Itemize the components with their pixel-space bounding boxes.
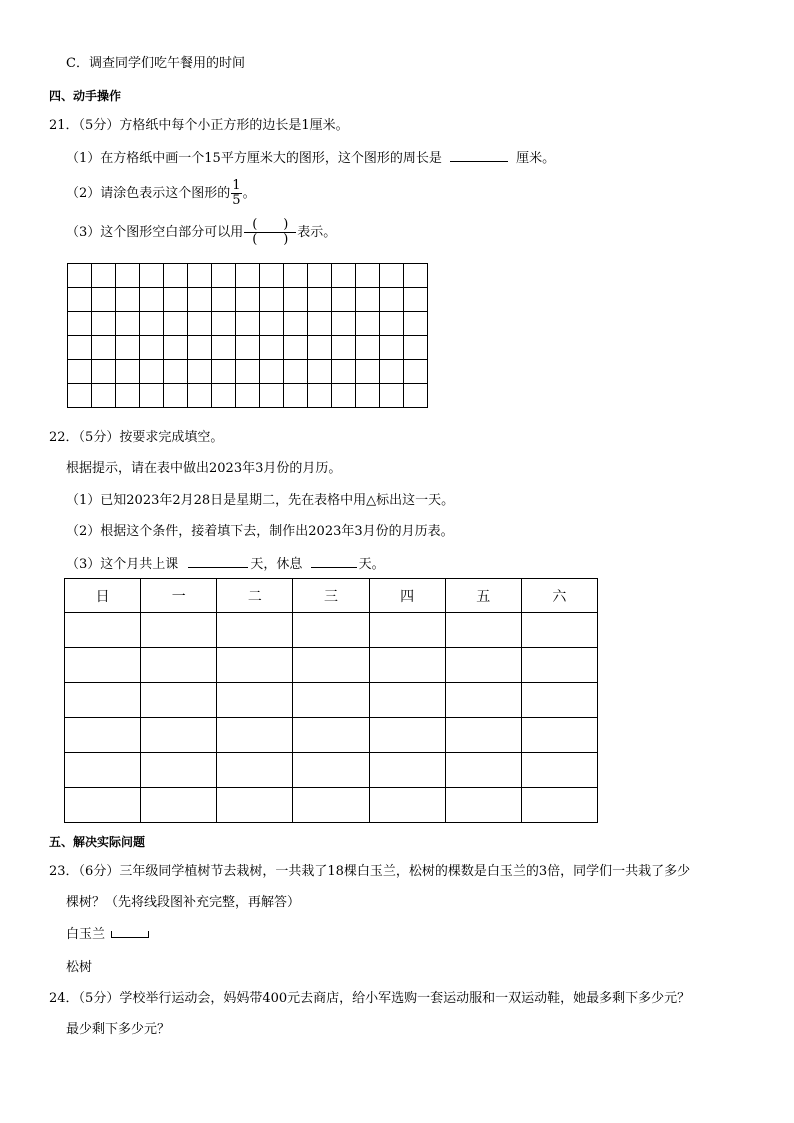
grid-cell[interactable] xyxy=(92,360,116,384)
grid-row xyxy=(68,288,428,312)
weekday-wed: 三 xyxy=(293,579,369,613)
q22-part3-end: 天。 xyxy=(358,557,385,572)
section-5-title: 五、解决实际问题 xyxy=(49,835,146,849)
calendar-cell[interactable] xyxy=(217,718,293,753)
grid-cell[interactable] xyxy=(284,336,308,360)
calendar-cell[interactable] xyxy=(293,718,369,753)
calendar-cell[interactable] xyxy=(141,683,217,718)
calendar-cell[interactable] xyxy=(369,683,445,718)
grid-cell[interactable] xyxy=(356,264,380,288)
q23-stem-line1: 23．（6分）三年级同学植树节去栽树，一共栽了18棵白玉兰，松树的棵数是白玉兰的3倍，同学们一共栽了多少 xyxy=(49,864,691,879)
grid-cell[interactable] xyxy=(188,264,212,288)
grid-cell[interactable] xyxy=(284,288,308,312)
calendar-cell[interactable] xyxy=(369,613,445,648)
weekday-fri: 五 xyxy=(445,579,521,613)
q22-part3-text: （3）这个月共上课 xyxy=(66,557,179,572)
calendar-cell[interactable] xyxy=(141,613,217,648)
grid-cell[interactable] xyxy=(140,384,164,408)
grid-cell[interactable] xyxy=(212,384,236,408)
q23-line-diagram-label1 xyxy=(66,927,149,943)
q21-part3-text: （3）这个图形空白部分可以用 xyxy=(66,225,244,240)
calendar-cell[interactable] xyxy=(445,788,521,823)
fraction-blank[interactable] xyxy=(244,218,296,247)
grid-cell[interactable] xyxy=(140,360,164,384)
grid-cell[interactable] xyxy=(236,312,260,336)
grid-cell[interactable] xyxy=(212,264,236,288)
calendar-cell[interactable] xyxy=(65,613,141,648)
grid-cell[interactable] xyxy=(356,360,380,384)
calendar-cell[interactable] xyxy=(293,613,369,648)
calendar-cell[interactable] xyxy=(141,648,217,683)
grid-cell[interactable] xyxy=(68,312,92,336)
grid-cell[interactable] xyxy=(68,384,92,408)
square-grid-paper[interactable] xyxy=(67,263,428,408)
section-4-title: 四、动手操作 xyxy=(49,89,122,103)
grid-cell[interactable] xyxy=(188,312,212,336)
grid-cell[interactable] xyxy=(404,336,428,360)
grid-cell[interactable] xyxy=(164,360,188,384)
grid-cell[interactable] xyxy=(116,288,140,312)
calendar-cell[interactable] xyxy=(217,648,293,683)
grid-cell[interactable] xyxy=(116,336,140,360)
weekday-mon: 一 xyxy=(141,579,217,613)
magnolia-label: 白玉兰 xyxy=(66,927,106,942)
calendar-cell[interactable] xyxy=(369,753,445,788)
q21-part3-end: 表示。 xyxy=(297,225,337,240)
grid-cell[interactable] xyxy=(380,312,404,336)
calendar-cell[interactable] xyxy=(293,648,369,683)
grid-cell[interactable] xyxy=(404,288,428,312)
grid-cell[interactable] xyxy=(380,384,404,408)
grid-cell[interactable] xyxy=(188,336,212,360)
grid-cell[interactable] xyxy=(284,384,308,408)
q22-part1: （1）已知2023年2月28日是星期二，先在表格中用△标出这一天。 xyxy=(66,493,455,508)
fraction-denominator: 5 xyxy=(232,193,241,208)
grid-cell[interactable] xyxy=(260,384,284,408)
grid-cell[interactable] xyxy=(308,336,332,360)
grid-cell[interactable] xyxy=(260,312,284,336)
grid-cell[interactable] xyxy=(212,336,236,360)
calendar-row xyxy=(65,613,598,648)
grid-cell[interactable] xyxy=(68,264,92,288)
grid-cell[interactable] xyxy=(188,360,212,384)
grid-cell[interactable] xyxy=(116,312,140,336)
grid-cell[interactable] xyxy=(236,264,260,288)
grid-cell[interactable] xyxy=(140,288,164,312)
grid-cell[interactable] xyxy=(164,264,188,288)
q21-part3 xyxy=(66,217,336,249)
grid-cell[interactable] xyxy=(188,288,212,312)
grid-cell[interactable] xyxy=(284,312,308,336)
grid-cell[interactable] xyxy=(380,336,404,360)
grid-cell[interactable] xyxy=(284,264,308,288)
grid-cell[interactable] xyxy=(260,336,284,360)
grid-cell[interactable] xyxy=(404,312,428,336)
grid-cell[interactable] xyxy=(404,360,428,384)
grid-cell[interactable] xyxy=(212,312,236,336)
grid-cell[interactable] xyxy=(236,384,260,408)
calendar-cell[interactable] xyxy=(141,753,217,788)
grid-cell[interactable] xyxy=(308,264,332,288)
grid-cell[interactable] xyxy=(332,360,356,384)
grid-row xyxy=(68,264,428,288)
calendar-cell[interactable] xyxy=(445,613,521,648)
calendar-cell[interactable] xyxy=(65,648,141,683)
calendar-cell[interactable] xyxy=(217,683,293,718)
grid-cell[interactable] xyxy=(92,336,116,360)
calendar-row xyxy=(65,718,598,753)
calendar-cell[interactable] xyxy=(521,788,597,823)
calendar-cell[interactable] xyxy=(521,613,597,648)
grid-cell[interactable] xyxy=(92,384,116,408)
q22-stem: 22．（5分）按要求完成填空。 xyxy=(49,430,224,445)
grid-cell[interactable] xyxy=(332,336,356,360)
grid-cell[interactable] xyxy=(236,288,260,312)
grid-cell[interactable] xyxy=(140,312,164,336)
calendar-cell[interactable] xyxy=(65,788,141,823)
grid-cell[interactable] xyxy=(212,288,236,312)
grid-cell[interactable] xyxy=(68,336,92,360)
q22-part2: （2）根据这个条件，接着填下去，制作出2023年3月份的月历表。 xyxy=(66,524,454,539)
grid-cell[interactable] xyxy=(164,288,188,312)
grid-cell[interactable] xyxy=(332,264,356,288)
grid-cell[interactable] xyxy=(380,360,404,384)
q21-part2 xyxy=(66,178,256,210)
grid-cell[interactable] xyxy=(92,288,116,312)
weekday-sat: 六 xyxy=(521,579,597,613)
rest-days-blank[interactable] xyxy=(311,555,357,568)
grid-cell[interactable] xyxy=(380,288,404,312)
q21-part2-text: （2）请涂色表示这个图形的 xyxy=(66,186,231,201)
weekday-sun: 日 xyxy=(65,579,141,613)
calendar-cell[interactable] xyxy=(369,648,445,683)
calendar-cell[interactable] xyxy=(293,788,369,823)
q21-part1-blank[interactable] xyxy=(450,149,508,162)
grid-cell[interactable] xyxy=(356,336,380,360)
grid-cell[interactable] xyxy=(308,288,332,312)
grid-cell[interactable] xyxy=(116,384,140,408)
grid-cell[interactable] xyxy=(308,384,332,408)
fraction-blank-denominator: ( ) xyxy=(252,232,289,247)
calendar-cell[interactable] xyxy=(141,718,217,753)
calendar-cell[interactable] xyxy=(369,788,445,823)
q24-stem-line1: 24．（5分）学校举行运动会，妈妈带400元去商店，给小军选购一套运动服和一双运动鞋，她最多剩下多少元？ xyxy=(49,991,691,1006)
calendar-cell[interactable] xyxy=(369,718,445,753)
grid-cell[interactable] xyxy=(236,336,260,360)
grid-cell[interactable] xyxy=(260,360,284,384)
q22-intro: 根据提示，请在表中做出2023年3月份的月历。 xyxy=(66,461,342,476)
q22-part3 xyxy=(66,555,385,573)
calendar-cell[interactable] xyxy=(445,683,521,718)
calendar-row xyxy=(65,788,598,823)
calendar-cell[interactable] xyxy=(521,648,597,683)
calendar-cell[interactable] xyxy=(445,648,521,683)
q24-stem-line2: 最少剩下多少元？ xyxy=(66,1022,171,1037)
calendar-cell[interactable] xyxy=(65,718,141,753)
grid-cell[interactable] xyxy=(236,360,260,384)
grid-cell[interactable] xyxy=(164,336,188,360)
q21-part1 xyxy=(66,149,555,167)
calendar-cell[interactable] xyxy=(445,718,521,753)
calendar-cell[interactable] xyxy=(217,788,293,823)
grid-row xyxy=(68,384,428,408)
weekday-thu: 四 xyxy=(369,579,445,613)
grid-cell[interactable] xyxy=(140,336,164,360)
fraction-blank-numerator: ( ) xyxy=(244,218,296,233)
grid-cell[interactable] xyxy=(92,312,116,336)
grid-cell[interactable] xyxy=(332,312,356,336)
fraction-numerator: 1 xyxy=(232,178,241,193)
previous-option-c: C．调查同学们吃午餐用的时间 xyxy=(66,56,245,71)
calendar-row xyxy=(65,648,598,683)
calendar-cell[interactable] xyxy=(65,683,141,718)
grid-row xyxy=(68,336,428,360)
march-calendar-table xyxy=(64,578,598,823)
calendar-cell[interactable] xyxy=(521,718,597,753)
grid-cell[interactable] xyxy=(164,384,188,408)
grid-cell[interactable] xyxy=(356,384,380,408)
grid-cell[interactable] xyxy=(92,264,116,288)
grid-row xyxy=(68,312,428,336)
calendar-cell[interactable] xyxy=(217,613,293,648)
grid-cell[interactable] xyxy=(260,264,284,288)
calendar-cell[interactable] xyxy=(293,683,369,718)
grid-cell[interactable] xyxy=(68,288,92,312)
grid-cell[interactable] xyxy=(356,288,380,312)
calendar-cell[interactable] xyxy=(65,753,141,788)
grid-cell[interactable] xyxy=(164,312,188,336)
q21-stem: 21．（5分）方格纸中每个小正方形的边长是1厘米。 xyxy=(49,118,349,133)
grid-cell[interactable] xyxy=(284,360,308,384)
grid-cell[interactable] xyxy=(356,312,380,336)
grid-cell[interactable] xyxy=(308,312,332,336)
calendar-cell[interactable] xyxy=(445,753,521,788)
calendar-cell[interactable] xyxy=(293,753,369,788)
calendar-cell[interactable] xyxy=(521,683,597,718)
grid-cell[interactable] xyxy=(116,360,140,384)
q22-part3-mid: 天，休息 xyxy=(250,557,303,572)
q21-part1-text: （1）在方格纸中画一个15平方厘米大的图形，这个图形的周长是 xyxy=(66,151,442,166)
grid-cell[interactable] xyxy=(188,384,212,408)
grid-cell[interactable] xyxy=(332,288,356,312)
grid-cell[interactable] xyxy=(404,264,428,288)
weekday-tue: 二 xyxy=(217,579,293,613)
grid-cell[interactable] xyxy=(380,264,404,288)
grid-cell[interactable] xyxy=(212,360,236,384)
pine-label[interactable]: 松树 xyxy=(66,960,93,975)
calendar-row xyxy=(65,753,598,788)
magnolia-segment xyxy=(111,931,149,938)
calendar-cell[interactable] xyxy=(521,753,597,788)
grid-cell[interactable] xyxy=(308,360,332,384)
q21-part2-end: 。 xyxy=(242,186,256,201)
calendar-row xyxy=(65,683,598,718)
class-days-blank[interactable] xyxy=(188,555,248,568)
grid-cell[interactable] xyxy=(332,384,356,408)
fraction-one-fifth xyxy=(231,179,241,208)
q21-part1-unit: 厘米。 xyxy=(516,151,556,166)
grid-row xyxy=(68,360,428,384)
calendar-cell[interactable] xyxy=(217,753,293,788)
calendar-header-row xyxy=(65,579,598,613)
grid-cell[interactable] xyxy=(116,264,140,288)
grid-cell[interactable] xyxy=(140,264,164,288)
grid-cell[interactable] xyxy=(404,384,428,408)
grid-cell[interactable] xyxy=(68,360,92,384)
q23-stem-line2: 棵树？（先将线段图补充完整，再解答） xyxy=(66,895,301,910)
calendar-cell[interactable] xyxy=(141,788,217,823)
grid-cell[interactable] xyxy=(260,288,284,312)
